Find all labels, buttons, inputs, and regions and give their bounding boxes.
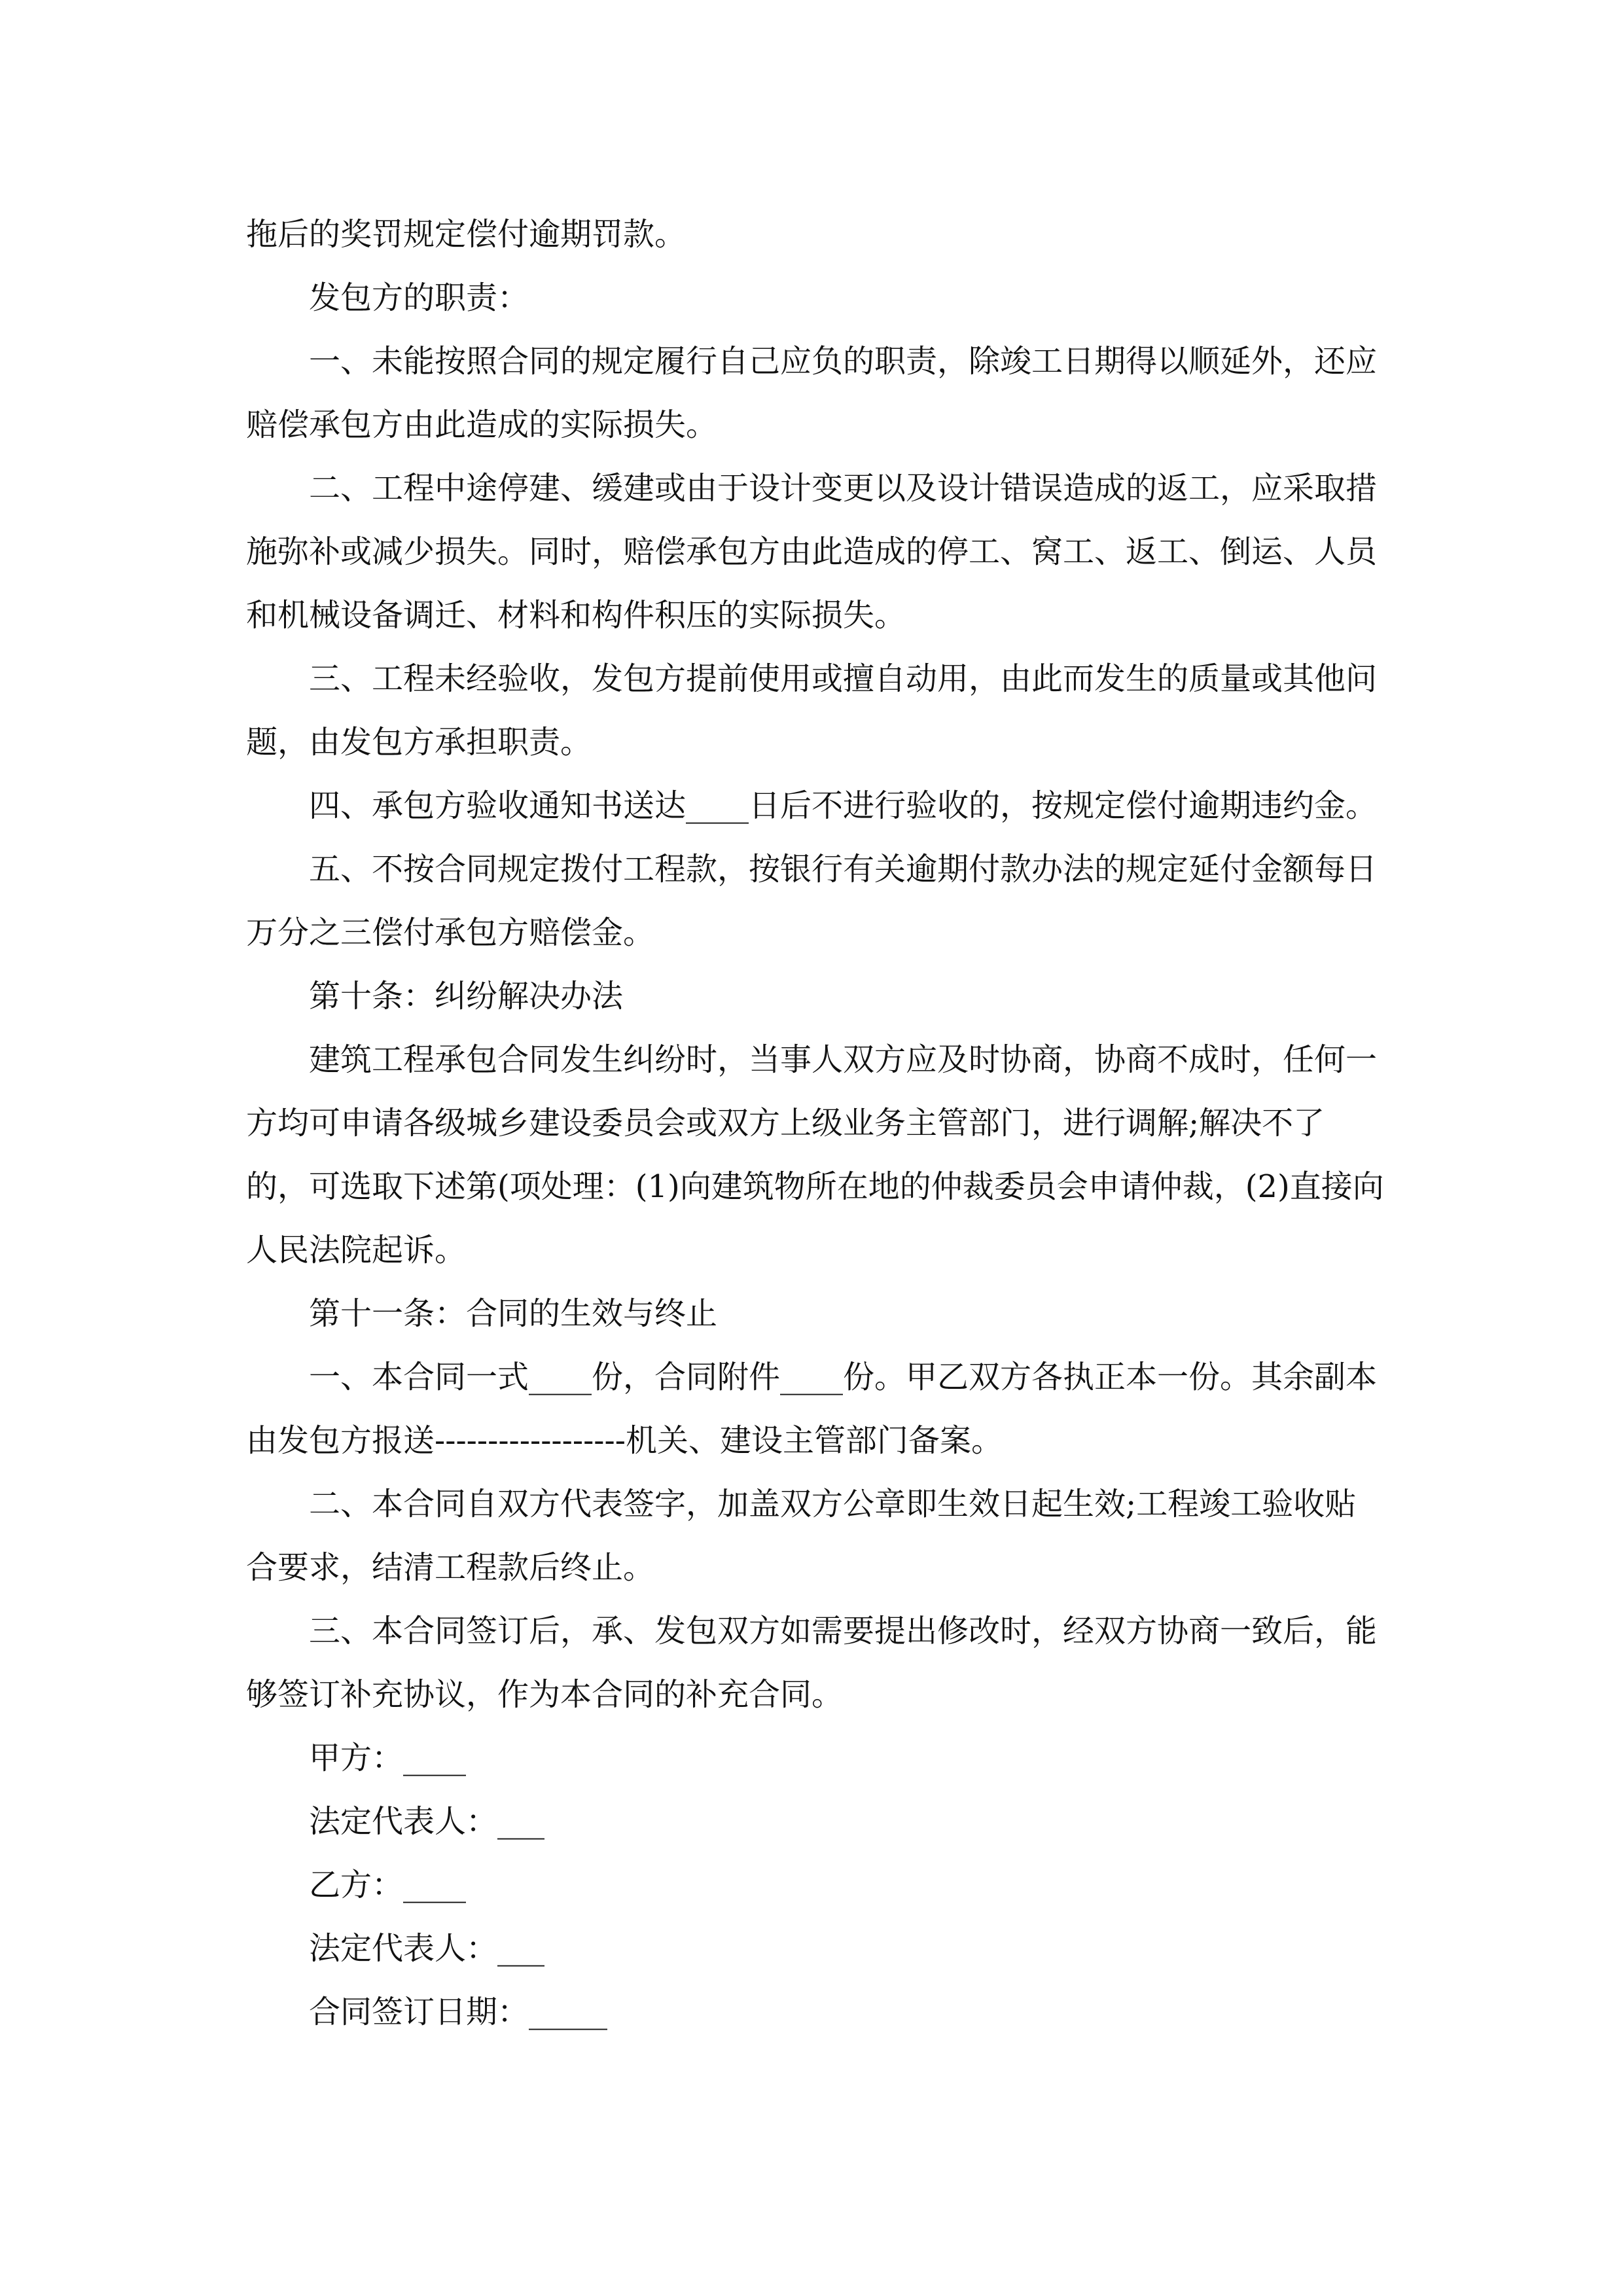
signature-party-a: 甲方：____ bbox=[309, 1740, 467, 1776]
heading-article-10: 第十条：纠纷解决办法 bbox=[309, 978, 624, 1014]
document-body bbox=[246, 203, 1385, 2044]
paragraph-effect-3: 三、本合同签订后，承、发包双方如需要提出修改时，经双方协商一致后，能够签订补充协议，作为本合同的补充合同。 bbox=[246, 1613, 1378, 1713]
heading-employer-duties: 发包方的职责： bbox=[309, 279, 529, 316]
paragraph-duty-2: 二、工程中途停建、缓建或由于设计变更以及设计错误造成的返工，应采取措施弥补或减少损失。同时，赔偿承包方由此造成的停工、窝工、返工、倒运、人员和机械设备调迁、材料和构件积压的实际损失。 bbox=[246, 470, 1378, 634]
heading-article-11: 第十一条：合同的生效与终止 bbox=[309, 1295, 718, 1332]
paragraph-continuation: 拖后的奖罚规定偿付逾期罚款。 bbox=[246, 216, 687, 253]
paragraph-duty-3: 三、工程未经验收，发包方提前使用或擅自动用，由此而发生的质量或其他问题，由发包方承担职责。 bbox=[246, 660, 1378, 761]
paragraph-dispute-resolution: 建筑工程承包合同发生纠纷时，当事人双方应及时协商，协商不成时，任何一方均可申请各级城乡建设委员会或双方上级业务主管部门，进行调解;解决不了的，可选取下述第(项处理：(1)向建筑物所在地的仲裁委员会申请仲裁，(2)直接向人民法院起诉。 bbox=[246, 1041, 1384, 1268]
paragraph-duty-4: 四、承包方验收通知书送达____日后不进行验收的，按规定偿付逾期违约金。 bbox=[309, 787, 1378, 824]
paragraph-duty-5: 五、不按合同规定拨付工程款，按银行有关逾期付款办法的规定延付金额每日万分之三偿付承包方赔偿金。 bbox=[246, 851, 1378, 951]
signature-date: 合同签订日期：_____ bbox=[309, 1994, 608, 2030]
paragraph-effect-2: 二、本合同自双方代表签字，加盖双方公章即生效日起生效;工程竣工验收贴合要求，结清工程款后终止。 bbox=[246, 1486, 1357, 1586]
signature-party-b-representative: 法定代表人：___ bbox=[309, 1930, 545, 1967]
signature-party-a-representative: 法定代表人：___ bbox=[309, 1803, 545, 1840]
signature-party-b: 乙方：____ bbox=[309, 1867, 467, 1903]
paragraph-duty-1: 一、未能按照合同的规定履行自己应负的职责，除竣工日期得以顺延外，还应赔偿承包方由此造成的实际损失。 bbox=[246, 343, 1378, 443]
paragraph-effect-1: 一、本合同一式____份，合同附件____份。甲乙双方各执正本一份。其余副本由发包方报送------------------机关、建设主管部门备案。 bbox=[246, 1359, 1378, 1459]
